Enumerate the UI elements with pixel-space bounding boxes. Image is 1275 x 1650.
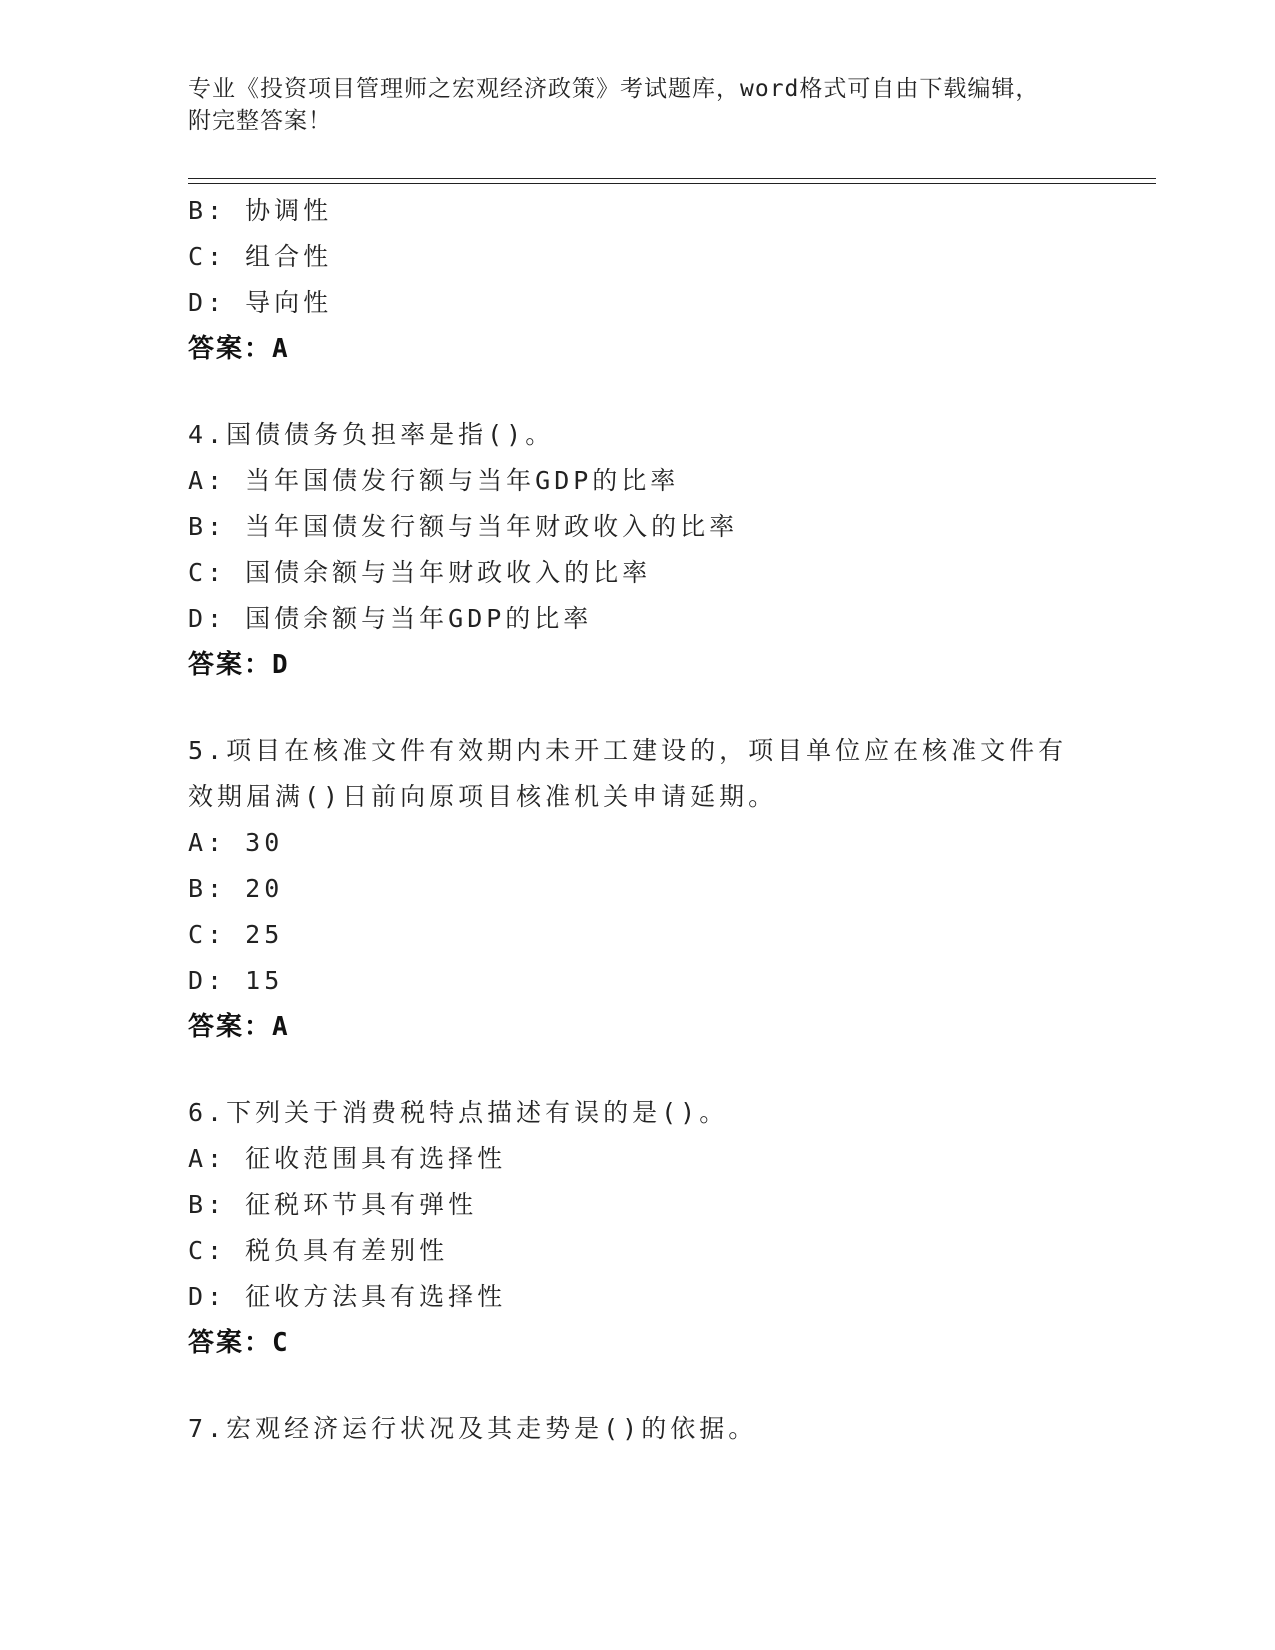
option-d: D: 国债余额与当年GDP的比率: [188, 604, 593, 633]
option-b: B: 协调性: [188, 196, 333, 225]
option-c: C: 25: [188, 920, 284, 949]
spacer: [188, 1366, 1148, 1406]
spacer: [188, 688, 1148, 728]
header-line-1: 专业《投资项目管理师之宏观经济政策》考试题库，word格式可自由下载编辑，: [188, 76, 1040, 102]
option-b: B: 当年国债发行额与当年财政收入的比率: [188, 512, 739, 541]
spacer: [188, 372, 1148, 412]
option-a: A: 征收范围具有选择性: [188, 1144, 507, 1173]
question-7: [188, 1406, 1148, 1452]
question-3-tail: [188, 188, 1148, 372]
option-c: C: 国债余额与当年财政收入的比率: [188, 558, 652, 587]
header-divider-bottom: [188, 183, 1156, 184]
question-text: 6.下列关于消费税特点描述有误的是()。: [188, 1098, 729, 1127]
question-text-line-1: 5.项目在核准文件有效期内未开工建设的，项目单位应在核准文件有: [188, 736, 1068, 765]
question-text: 4.国债债务负担率是指()。: [188, 420, 555, 449]
option-a: A: 当年国债发行额与当年GDP的比率: [188, 466, 680, 495]
answer: 答案：C: [188, 1328, 290, 1358]
header-line-2: 附完整答案！: [188, 108, 332, 134]
question-text: 7.宏观经济运行状况及其走势是()的依据。: [188, 1414, 758, 1443]
answer: 答案：A: [188, 1012, 290, 1042]
option-d: D: 征收方法具有选择性: [188, 1282, 507, 1311]
question-6: [188, 1090, 1148, 1366]
question-5: [188, 728, 1148, 1050]
answer: 答案：D: [188, 650, 290, 680]
header-divider-top: [188, 178, 1156, 179]
option-d: D: 导向性: [188, 288, 333, 317]
option-c: C: 税负具有差别性: [188, 1236, 449, 1265]
question-text-line-2: 效期届满()日前向原项目核准机关申请延期。: [188, 782, 778, 811]
document-header: [188, 73, 1088, 137]
spacer: [188, 1050, 1148, 1090]
option-b: B: 20: [188, 874, 284, 903]
option-b: B: 征税环节具有弹性: [188, 1190, 478, 1219]
option-c: C: 组合性: [188, 242, 333, 271]
option-a: A: 30: [188, 828, 284, 857]
question-list: [188, 188, 1148, 1452]
option-d: D: 15: [188, 966, 284, 995]
answer: 答案：A: [188, 334, 290, 364]
question-4: [188, 412, 1148, 688]
